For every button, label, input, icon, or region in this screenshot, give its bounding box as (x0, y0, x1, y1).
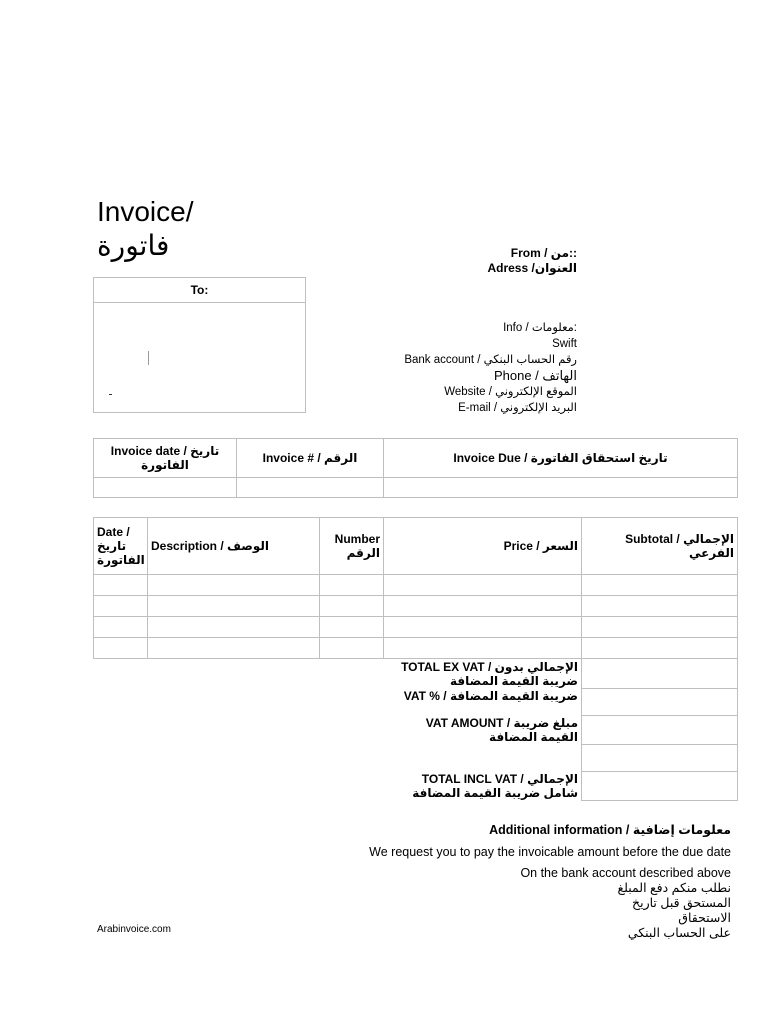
vat-percent-label: VAT % / ضريبة القيمة المضافة (403, 689, 578, 703)
price-header: Price / السعر (384, 518, 582, 575)
table-cell[interactable] (582, 638, 738, 659)
items-table (93, 517, 738, 801)
website-label: Website / الموقع الإلكتروني (444, 386, 577, 398)
table-cell[interactable] (148, 638, 320, 659)
arabic-note-line-4: على الحساب البنكي (627, 926, 731, 940)
total-incl-vat-row (94, 771, 738, 800)
info-label: Info / معلومات: (503, 322, 577, 334)
subtotal-header: Subtotal / الإجمالي الفرعي (582, 518, 738, 575)
invoice-number-cell[interactable] (237, 478, 384, 498)
total-ex-vat-row (94, 659, 738, 689)
swift-label: Swift (552, 338, 577, 350)
vat-percent-row (94, 688, 738, 715)
table-cell[interactable] (94, 617, 148, 638)
invoice-title-english: Invoice/ (97, 196, 194, 227)
blank-total-value[interactable] (582, 744, 738, 771)
recipient-label: To: (94, 278, 305, 303)
vat-amount-value[interactable] (582, 715, 738, 744)
vat-amount-label: VAT AMOUNT / مبلغ ضريبة القيمة المضافة (425, 716, 578, 744)
sender-info (404, 320, 577, 416)
arabic-note-line-2: المستحق قبل تاريخ (632, 896, 731, 910)
table-cell[interactable] (94, 596, 148, 617)
table-cell[interactable] (320, 617, 384, 638)
table-cell[interactable] (582, 617, 738, 638)
additional-info-heading: Additional information / معلومات إضافية (489, 823, 731, 837)
table-row (94, 575, 738, 596)
total-incl-vat-label: TOTAL INCL VAT / الإجمالي شامل ضريبة القيمة المضافة (412, 772, 578, 800)
blank-total-label (384, 744, 582, 771)
email-label: E-mail / البريد الإلكتروني (458, 402, 577, 414)
vat-percent-value[interactable] (582, 688, 738, 715)
table-cell[interactable] (320, 638, 384, 659)
invoice-meta-table (93, 438, 738, 498)
table-row (94, 638, 738, 659)
invoice-date-cell[interactable] (94, 478, 237, 498)
table-cell[interactable] (94, 575, 148, 596)
table-cell[interactable] (384, 575, 582, 596)
text-mark (109, 394, 112, 395)
footer-site: Arabinvoice.com (97, 924, 171, 935)
description-header: Description / الوصف (148, 518, 320, 575)
arabic-note-line-3: الاستحقاق (678, 911, 731, 925)
table-cell[interactable] (148, 617, 320, 638)
invoice-number-header: Invoice # / الرقم (237, 439, 384, 478)
table-cell[interactable] (384, 617, 582, 638)
date-header: Date / تاريخ الفاتورة (94, 518, 148, 575)
table-cell[interactable] (94, 638, 148, 659)
invoice-title (97, 195, 194, 263)
table-row (94, 596, 738, 617)
invoice-due-cell[interactable] (384, 478, 738, 498)
invoice-date-header: Invoice date / تاريخ الفاتورة (94, 439, 237, 478)
table-cell[interactable] (384, 596, 582, 617)
additional-info (231, 822, 731, 941)
table-cell[interactable] (384, 638, 582, 659)
payment-request-text: We request you to pay the invoicable amount before the due date (369, 845, 731, 859)
table-cell[interactable] (320, 575, 384, 596)
recipient-box[interactable] (93, 277, 306, 413)
address-label: Adress /العنوان (487, 261, 577, 275)
table-row (94, 617, 738, 638)
total-ex-vat-label: TOTAL EX VAT / الإجمالي بدون ضريبة القيمة المضافة (401, 660, 578, 688)
invoice-title-arabic: فاتورة (97, 230, 170, 261)
table-cell[interactable] (320, 596, 384, 617)
text-cursor (148, 351, 149, 365)
bank-account-note: On the bank account described above (520, 866, 731, 880)
from-label: From / من:: (510, 246, 577, 260)
total-incl-vat-value[interactable] (582, 771, 738, 800)
sender-header (487, 246, 577, 276)
table-cell[interactable] (148, 575, 320, 596)
number-header: Number الرقم (320, 518, 384, 575)
invoice-due-header: Invoice Due / تاريخ استحقاق الفاتورة (384, 439, 738, 478)
vat-amount-row (94, 715, 738, 744)
table-cell[interactable] (148, 596, 320, 617)
phone-label: Phone / الهاتف (493, 368, 577, 383)
blank-total-row (94, 744, 738, 771)
table-cell[interactable] (582, 596, 738, 617)
bank-account-label: Bank account / رقم الحساب البنكي (404, 354, 577, 366)
arabic-note-line-1: نطلب منكم دفع المبلغ (617, 881, 731, 895)
table-cell[interactable] (582, 575, 738, 596)
total-ex-vat-value[interactable] (582, 659, 738, 689)
